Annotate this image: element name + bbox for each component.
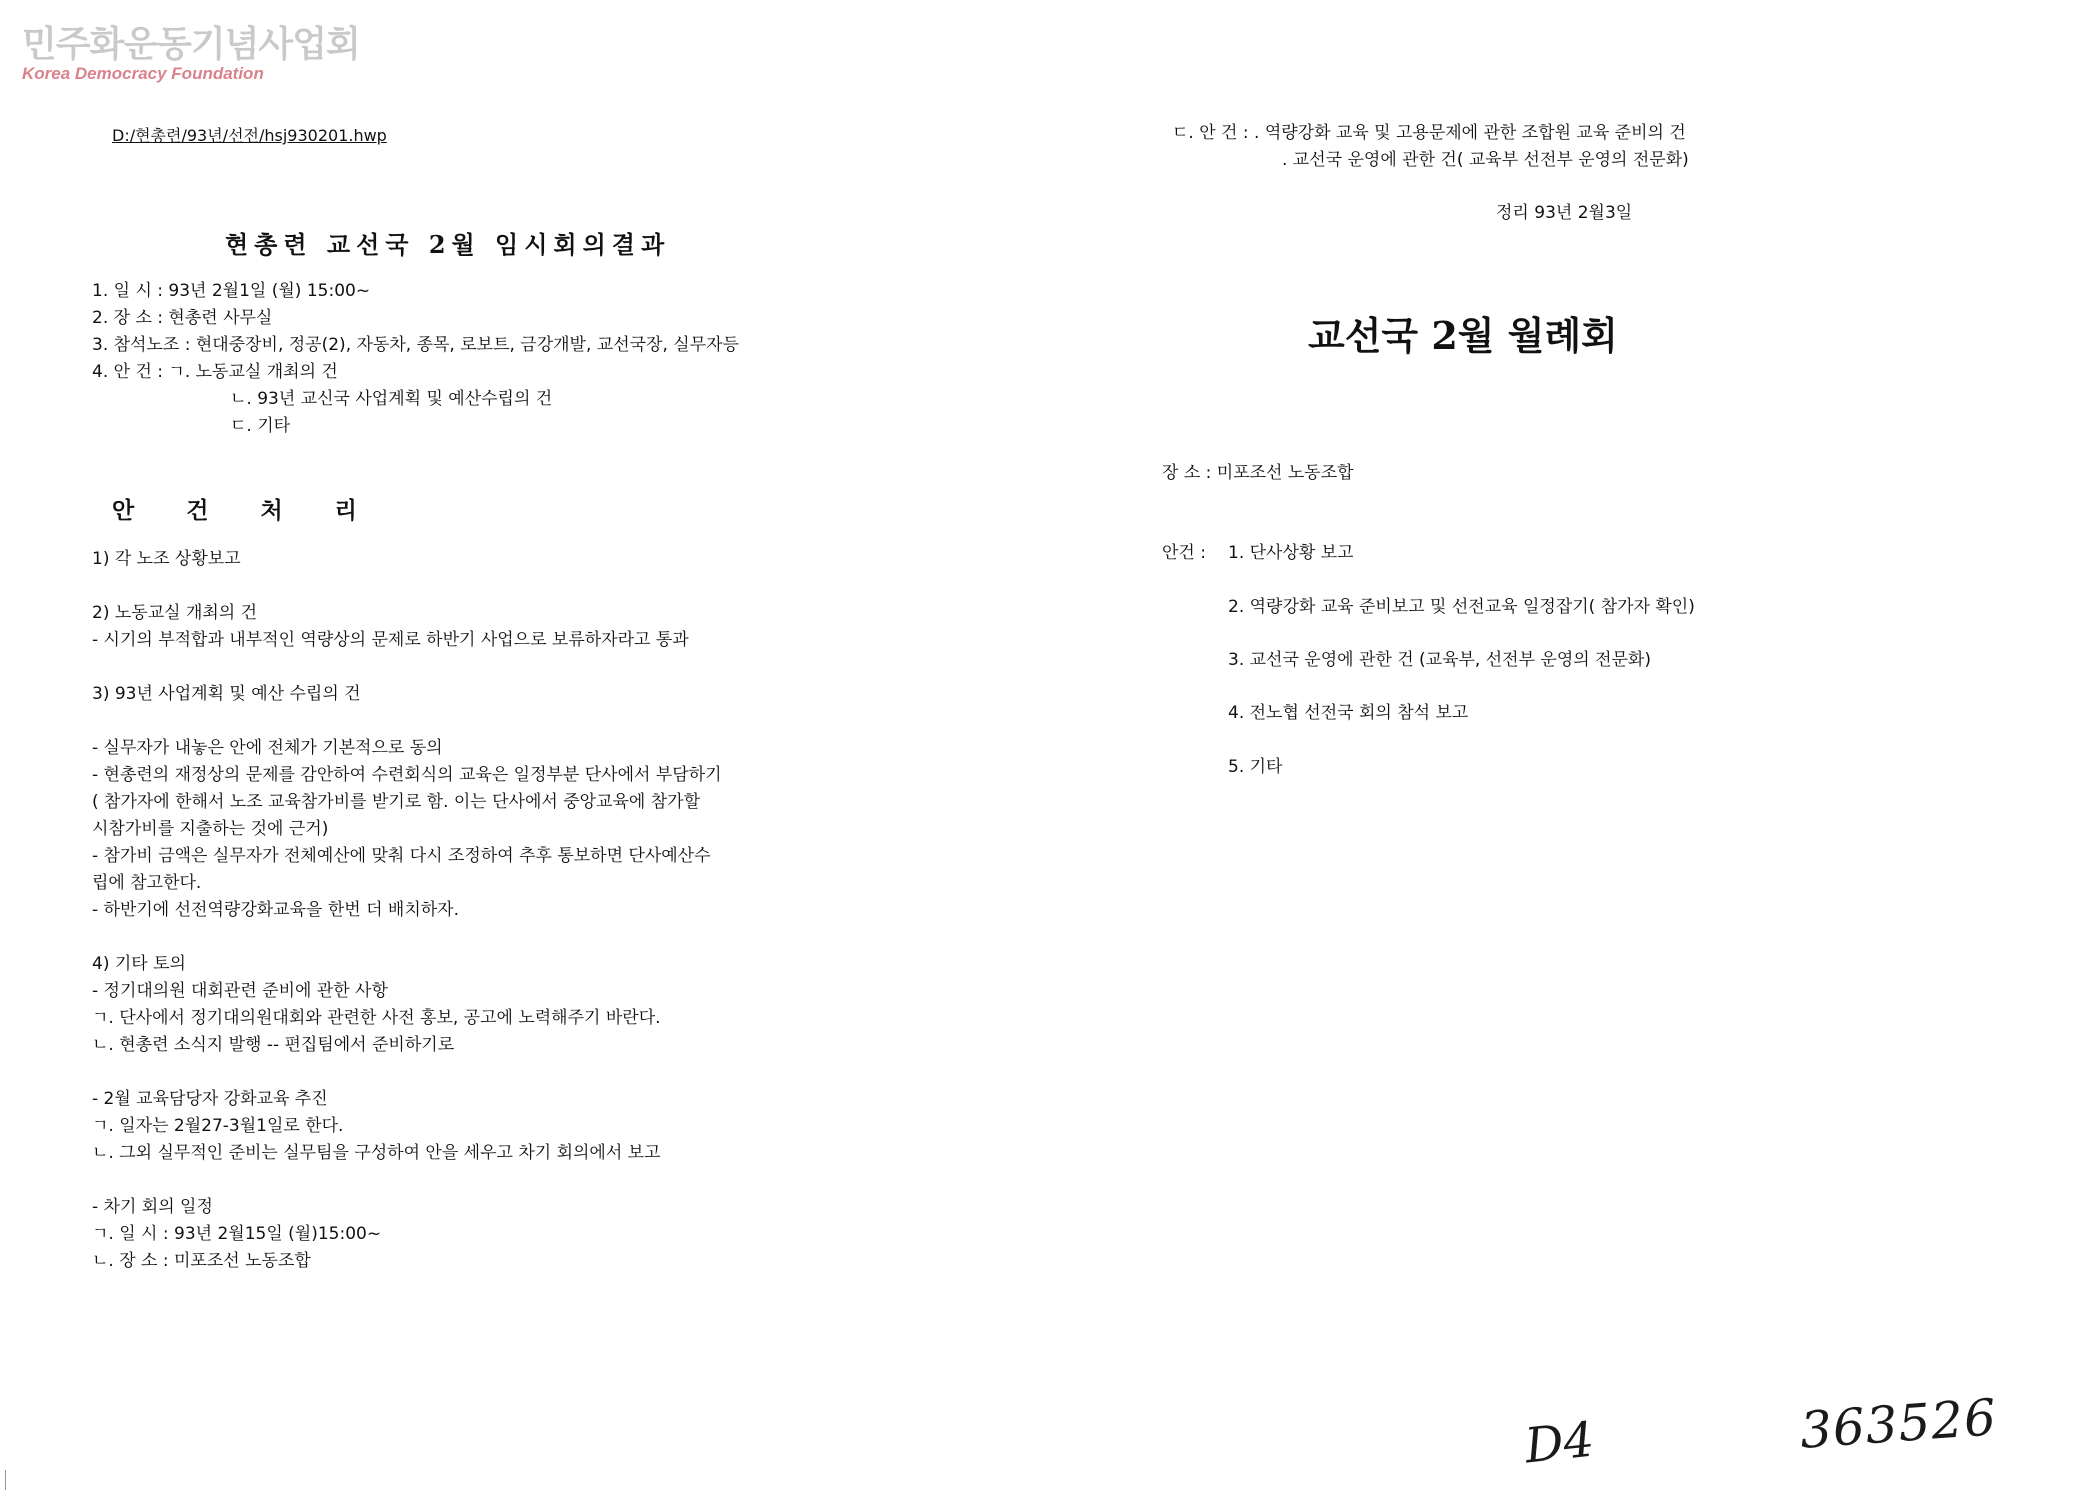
meeting-place: 장 소 : 미포조선 노동조합 — [1162, 463, 1354, 483]
right-agenda-line: . 교선국 운영에 관한 건( 교육부 선전부 운영의 전문화) — [1282, 150, 1689, 170]
info-line: 2. 장 소 : 현총련 사무실 — [92, 308, 273, 328]
agenda-item: 2. 역량강화 교육 준비보고 및 선전교육 일정잡기( 참가자 확인) — [1228, 597, 1695, 617]
body-line: ( 참가자에 한해서 노조 교육참가비를 받기로 함. 이는 단사에서 중앙교육에 참가할 — [92, 792, 700, 812]
body-line: - 하반기에 선전역량강화교육을 한번 더 배치하자. — [92, 900, 459, 920]
body-line: - 시기의 부적합과 내부적인 역량상의 문제로 하반기 사업으로 보류하자라고 통과 — [92, 630, 689, 650]
agenda-item: 1. 단사상황 보고 — [1228, 543, 1354, 563]
agenda-label: 안건 : — [1162, 543, 1206, 563]
body-line — [92, 573, 722, 600]
body-line: - 실무자가 내놓은 안에 전체가 기본적으로 동의 — [92, 738, 443, 758]
body-line: - 정기대의원 대회관련 준비에 관한 사항 — [92, 981, 388, 1001]
body-line: ㄱ. 단사에서 정기대의원대회와 관련한 사전 홍보, 공고에 노력해주기 바란다. — [92, 1008, 661, 1028]
body-line: 3) 93년 사업계획 및 예산 수립의 건 — [92, 684, 361, 704]
body-line: 1) 각 노조 상황보고 — [92, 549, 241, 569]
body-line: - 차기 회의 일정 — [92, 1197, 213, 1217]
agenda-item: 3. 교선국 운영에 관한 건 (교육부, 선전부 운영의 전문화) — [1228, 650, 1651, 670]
scan-edge-mark — [5, 1470, 6, 1490]
body-line: - 2월 교육담당자 강화교육 추진 — [92, 1089, 328, 1109]
body-line — [92, 1059, 722, 1086]
body-line: ㄱ. 일자는 2월27-3월1일로 한다. — [92, 1116, 344, 1136]
file-path: D:/현총련/93년/선전/hsj930201.hwp — [112, 126, 387, 145]
agenda-sub-line: ㄴ. 93년 교신국 사업계획 및 예산수립의 건 — [230, 389, 553, 409]
body-line: - 참가비 금액은 실무자가 전체예산에 맞춰 다시 조정하여 추후 통보하면 단사예산수 — [92, 846, 711, 866]
agenda-processing — [92, 546, 722, 1275]
watermark-english: Korea Democracy Foundation — [22, 64, 264, 83]
agenda-item: 4. 전노협 선전국 회의 참석 보고 — [1228, 703, 1469, 723]
body-line: 4) 기타 토의 — [92, 954, 186, 974]
body-line: ㄴ. 장 소 : 미포조선 노동조합 — [92, 1251, 311, 1271]
body-line: ㄱ. 일 시 : 93년 2월15일 (월)15:00~ — [92, 1224, 382, 1244]
left-page-title: 현총련 교선국 2월 임시회의결과 — [225, 230, 671, 259]
agenda-item: 5. 기타 — [1228, 757, 1283, 777]
body-line: ㄴ. 현총련 소식지 발행 -- 편집팀에서 준비하기로 — [92, 1035, 455, 1055]
body-line: - 현총련의 재정상의 문제를 감안하여 수련회식의 교육은 일정부분 단사에서 부담하기 — [92, 765, 722, 785]
watermark-korean: 민주화운동기념사업회 — [22, 24, 360, 65]
body-line: 립에 참고한다. — [92, 873, 202, 893]
agenda-sub-items — [230, 386, 552, 440]
agenda-sub-line: ㄷ. 기타 — [230, 416, 291, 436]
info-line: 4. 안 건 : ㄱ. 노동교실 개최의 건 — [92, 362, 338, 382]
body-line — [92, 1167, 722, 1194]
right-page-title: 교선국 2월 월례회 — [1308, 313, 1618, 358]
body-line: 2) 노동교실 개최의 건 — [92, 603, 258, 623]
right-agenda-line: ㄷ. 안 건 : . 역량강화 교육 및 고용문제에 관한 조합원 교육 준비의 건 — [1172, 123, 1686, 143]
body-line: ㄴ. 그외 실무적인 준비는 실무팀을 구성하여 안을 세우고 차기 회의에서 보고 — [92, 1143, 661, 1163]
handwritten-number: 363526 — [1798, 1388, 1999, 1460]
body-line — [92, 654, 722, 681]
meeting-info — [92, 278, 739, 386]
body-line — [92, 708, 722, 735]
body-line — [92, 924, 722, 951]
info-line: 3. 참석노조 : 현대중장비, 정공(2), 자동차, 종목, 로보트, 금강개발, 교선국장, 실무자등 — [92, 335, 739, 355]
info-line: 1. 일 시 : 93년 2월1일 (월) 15:00~ — [92, 281, 371, 301]
section-title: 안 건 처 리 — [112, 497, 379, 524]
handwritten-mark: D4 — [1522, 1411, 1597, 1475]
author-date: 정리 93년 2월3일 — [1496, 203, 1633, 223]
body-line: 시참가비를 지출하는 것에 근거) — [92, 819, 329, 839]
